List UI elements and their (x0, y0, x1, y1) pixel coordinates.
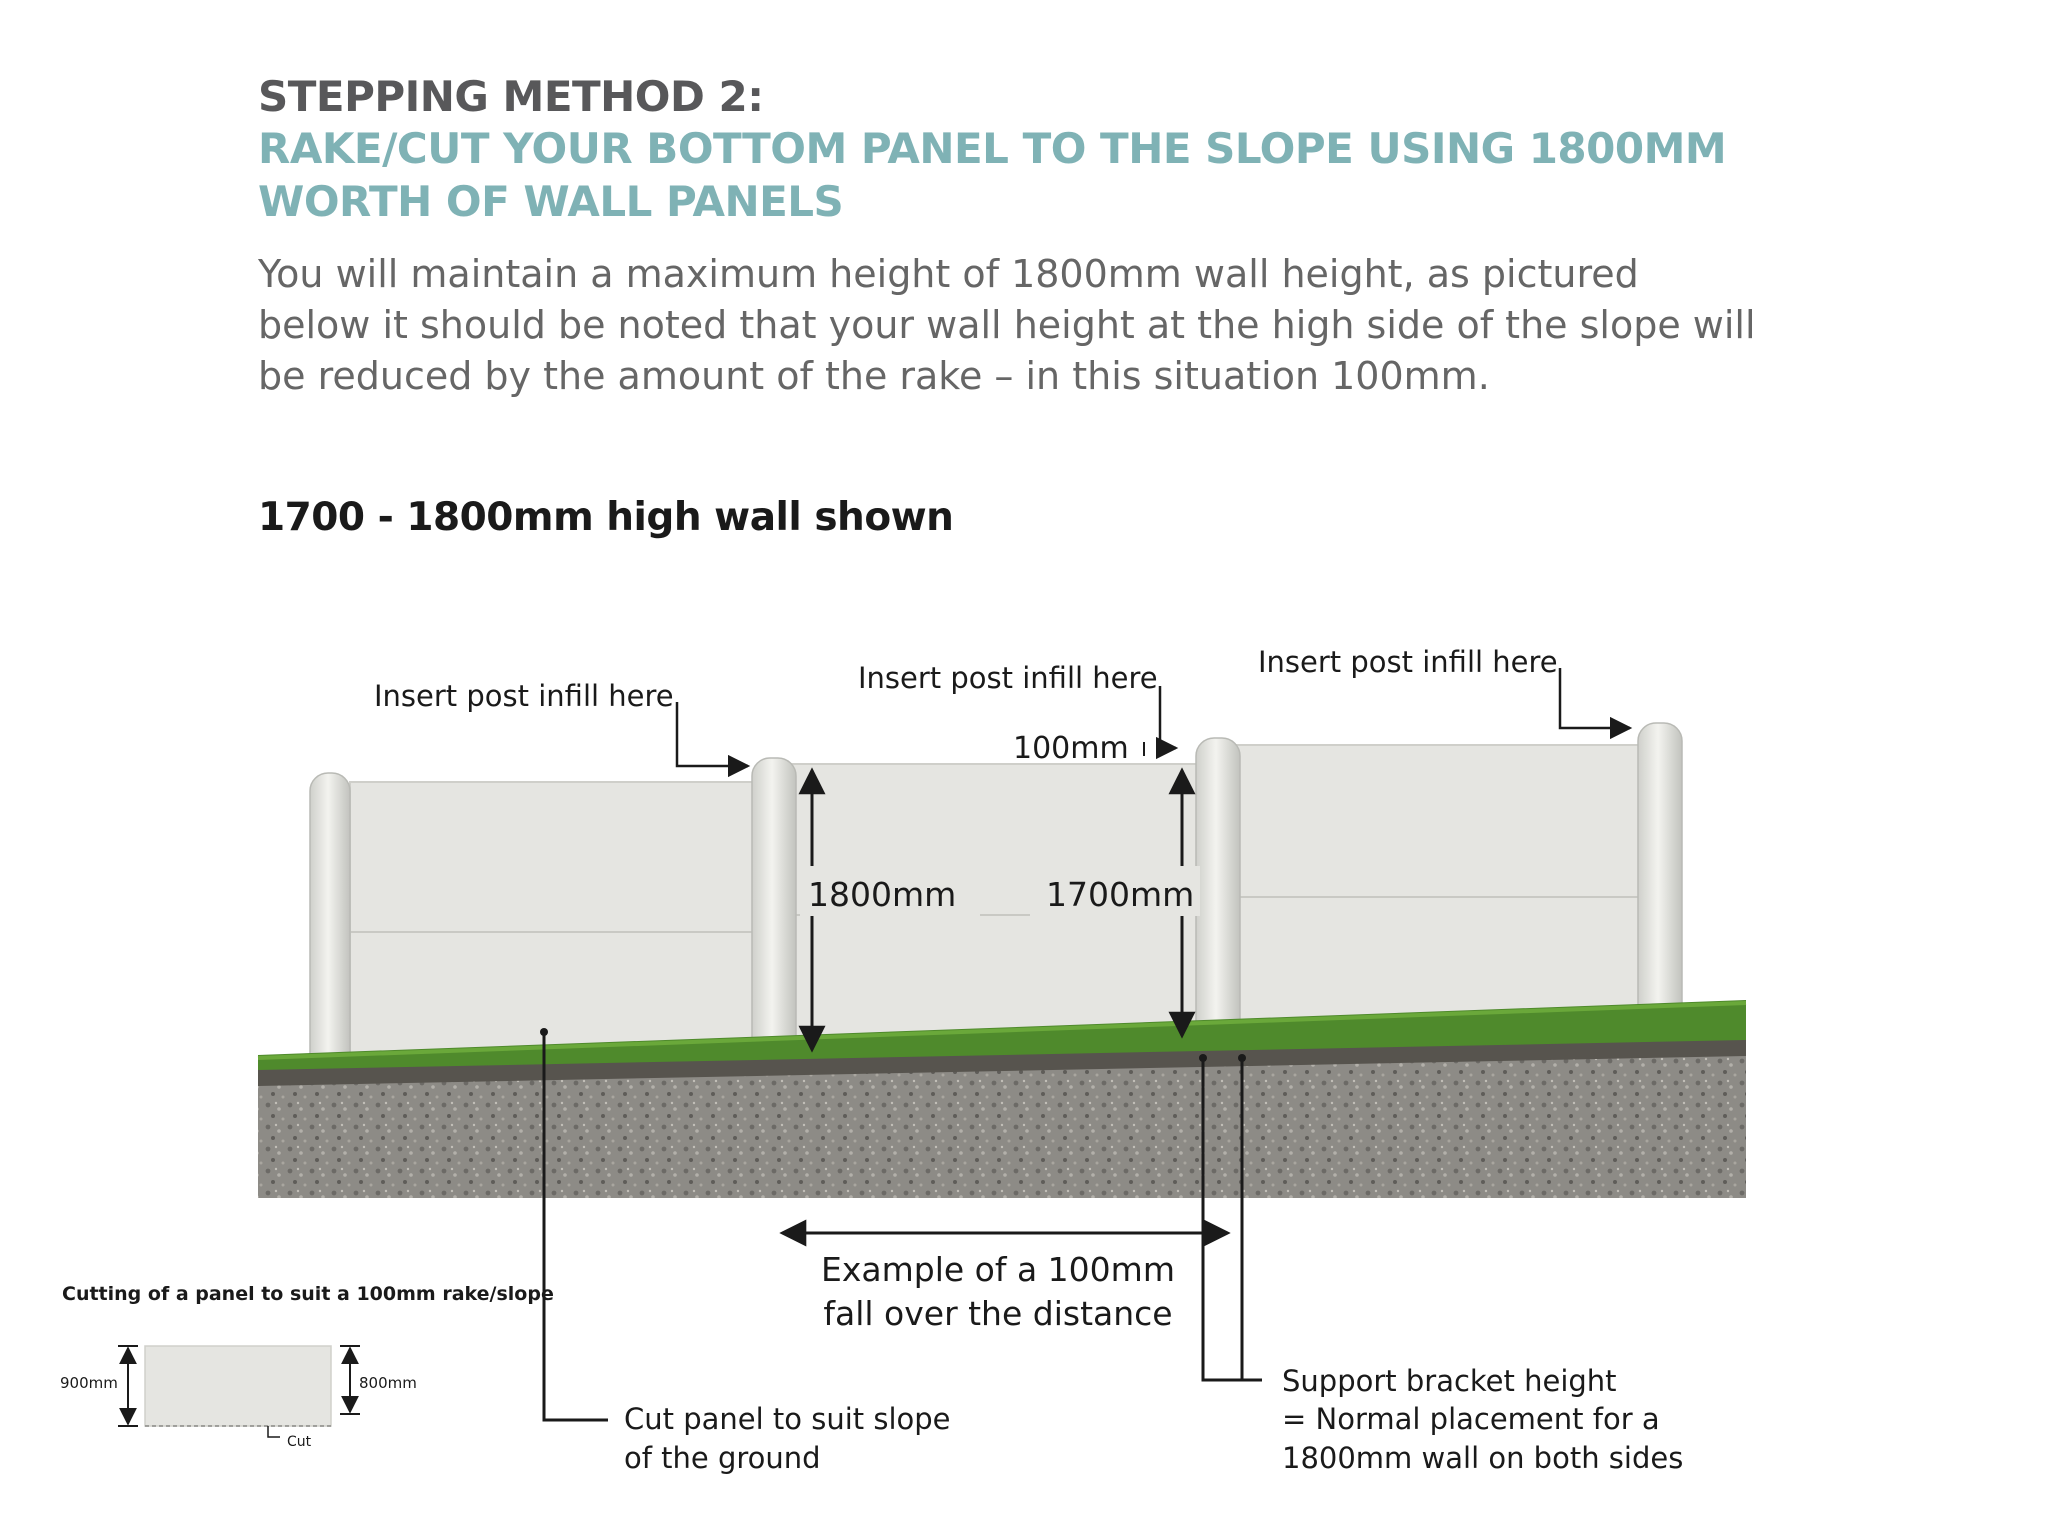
method-label: STEPPING METHOD 2: (258, 72, 764, 121)
insert-arrow-left (677, 702, 748, 766)
height-label-1700: 1700mm (1046, 875, 1195, 914)
insert-arrow-right (1560, 668, 1630, 728)
panel-left (350, 782, 760, 1072)
insert-label-right: Insert post infill here (1258, 645, 1558, 679)
bracket-label-line-1: Support bracket height (1282, 1364, 1617, 1398)
inset-cut-label: Cut (287, 1434, 312, 1450)
height-label-1800: 1800mm (808, 875, 957, 914)
insert-label-mid: Insert post infill here (858, 661, 1158, 695)
inset-dim-800: 800mm (359, 1374, 417, 1392)
insert-label-left: Insert post infill here (374, 679, 674, 713)
description-line-1: You will maintain a maximum height of 1800mm wall height, as pictured (258, 252, 1639, 296)
cut-panel-inset (60, 1283, 554, 1450)
post-2 (752, 758, 796, 1058)
post-4 (1638, 723, 1682, 1033)
wall-height-subheading: 1700 - 1800mm high wall shown (258, 495, 954, 540)
bracket-label-line-3: 1800mm wall on both sides (1282, 1441, 1684, 1475)
bracket-label-line-2: = Normal placement for a (1282, 1402, 1660, 1436)
cut-label-line-1: Cut panel to suit slope (624, 1402, 951, 1436)
rake-label: 100mm (1013, 731, 1129, 766)
panel-right (1230, 745, 1640, 1045)
title-line-1: RAKE/CUT YOUR BOTTOM PANEL TO THE SLOPE USING 1800MM (258, 124, 1727, 173)
fall-label-line-1: Example of a 100mm (821, 1250, 1175, 1289)
description-line-2: below it should be noted that your wall height at the high side of the slope will (258, 303, 1756, 347)
inset-panel (145, 1346, 331, 1426)
post-1 (310, 773, 350, 1075)
title-line-2: WORTH OF WALL PANELS (258, 177, 844, 226)
insert-arrow-mid (1160, 686, 1176, 748)
fall-label-line-2: fall over the distance (823, 1294, 1173, 1333)
cut-label-line-2: of the ground (624, 1441, 821, 1475)
inset-title: Cutting of a panel to suit a 100mm rake/slope (62, 1283, 554, 1305)
inset-dim-900: 900mm (60, 1374, 118, 1392)
post-3 (1196, 738, 1240, 1050)
description-line-3: be reduced by the amount of the rake – in this situation 100mm. (258, 354, 1490, 398)
